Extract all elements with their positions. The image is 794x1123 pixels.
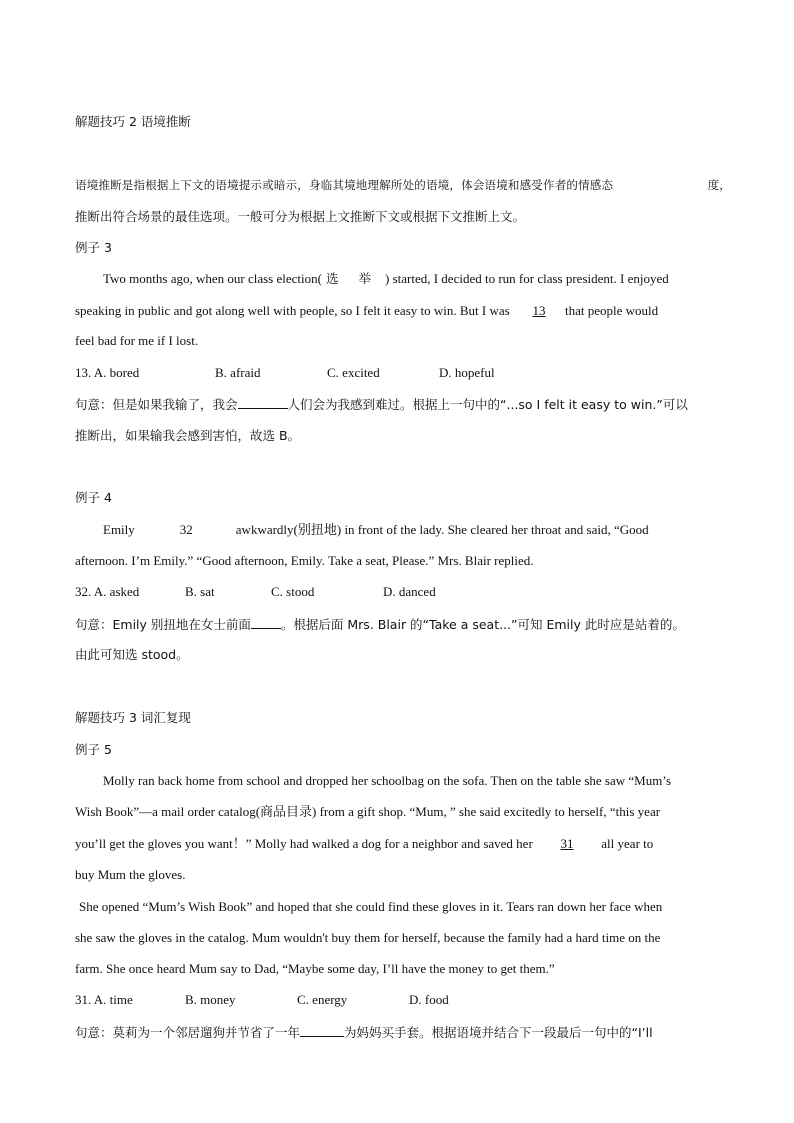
example5-p3b: all year to: [601, 836, 654, 851]
answer-blank: [238, 396, 288, 409]
option-b: B. afraid: [215, 365, 261, 380]
example5-para-line6: she saw the gloves in the catalog. Mum wouldn't buy them for herself, because the family had a hard time on the: [75, 930, 661, 945]
example3-p1c: 举: [358, 271, 371, 286]
tip3-heading: 解题技巧 3 词汇复现: [75, 710, 191, 725]
example5-para-line7: farm. She once heard Mum say to Dad, “Maybe some day, I’ll have the money to get them.”: [75, 961, 555, 976]
example5-para-line5: She opened “Mum’s Wish Book” and hoped that she could find these gloves in it. Tears ran down her face when: [79, 899, 663, 914]
example5-blank: 31: [560, 836, 574, 851]
example5-p3a: you’ll get the gloves you want！” Molly had walked a dog for a neighbor and saved her: [75, 836, 533, 851]
example3-para-line3: feel bad for me if I lost.: [75, 333, 199, 348]
example3-label: 例子 3: [75, 240, 112, 255]
option-d: D. danced: [383, 584, 436, 599]
example3-p1d: ) started, I decided to run for class president. I enjoyed: [385, 271, 669, 286]
example5-para-line4: buy Mum the gloves.: [75, 867, 186, 882]
example5-para-line1: Molly ran back home from school and dropped her schoolbag on the sofa. Then on the table she saw “Mum’s: [103, 773, 672, 788]
option-a: 32. A. asked: [75, 584, 140, 599]
example5-para-line3: [75, 836, 653, 852]
example5-explain-1a: 句意：莫莉为一个邻居遛狗并节省了一年: [75, 1025, 301, 1040]
example4-explain-1b: 。根据后面 Mrs. Blair 的“Take a seat...”可知 Emily 此时应是站着的。: [280, 617, 685, 632]
example4-blank: 32: [179, 522, 193, 537]
option-b: B. money: [185, 992, 236, 1007]
option-a: 31. A. time: [75, 992, 133, 1007]
example4-para-line2: afternoon. I’m Emily.” “Good afternoon, Emily. Take a seat, Please.” Mrs. Blair replied.: [75, 553, 534, 568]
example5-para-line2: Wish Book”—a mail order catalog(商品目录) from a gift shop. “Mum, ” she said excitedly to herself, “this year: [75, 804, 661, 819]
example3-para-line2: [75, 303, 658, 319]
tip2-intro-line2: 推断出符合场景的最佳选项。一般可分为根据上文推断下文或根据下文推断上文。: [75, 209, 526, 224]
example3-p2b: that people would: [564, 303, 659, 318]
answer-blank: [251, 616, 281, 629]
example4-explain-line1: [75, 616, 685, 633]
example4-explain-line2: 由此可知选 stood。: [75, 647, 189, 662]
example3-p2a: speaking in public and got along well with people, so I felt it easy to win. But I was: [75, 303, 510, 318]
example5-label: 例子 5: [75, 742, 112, 757]
example5-explain-line1: [75, 1024, 653, 1041]
answer-blank: [300, 1024, 344, 1037]
example3-explain-line1: [75, 396, 688, 413]
example3-explain-1b: 人们会为我感到难过。根据上一句中的“...so I felt it easy to win.”可以: [287, 397, 688, 412]
tip2-heading: 解题技巧 2 语境推断: [75, 114, 191, 129]
example4-para-line1: [103, 522, 649, 538]
option-c: C. stood: [271, 584, 315, 599]
example3-explain-1a: 句意：但是如果我输了，我会: [75, 397, 238, 412]
example4-p1b: awkwardly(别扭地) in front of the lady. She cleared her throat and said, “Good: [235, 522, 649, 537]
example3-blank: 13: [532, 303, 546, 318]
example3-para-line1: [103, 271, 669, 287]
option-c: C. energy: [297, 992, 348, 1007]
example4-explain-1a: 句意：Emily 别扭地在女士前面: [75, 617, 251, 632]
tip2-intro-1b: 度，: [707, 178, 731, 192]
example3-p1b: 选: [325, 271, 339, 286]
tip2-intro-line1: [75, 177, 731, 193]
option-a: 13. A. bored: [75, 365, 140, 380]
option-d: D. food: [409, 992, 449, 1007]
option-b: B. sat: [185, 584, 215, 599]
option-d: D. hopeful: [439, 365, 495, 380]
example3-explain-line2: 推断出，如果输我会感到害怕，故选 B。: [75, 428, 301, 443]
example4-label: 例子 4: [75, 490, 112, 505]
example5-explain-1b: 为妈妈买手套。根据语境并结合下一段最后一句中的“I’ll: [344, 1025, 653, 1040]
tip2-intro-1a: 语境推断是指根据上下文的语境提示或暗示，身临其境地理解所处的语境，体会语境和感受作者的情感态: [75, 178, 614, 192]
example4-p1a: Emily: [103, 522, 135, 537]
option-c: C. excited: [327, 365, 380, 380]
example3-p1a: Two months ago, when our class election(: [103, 271, 322, 286]
